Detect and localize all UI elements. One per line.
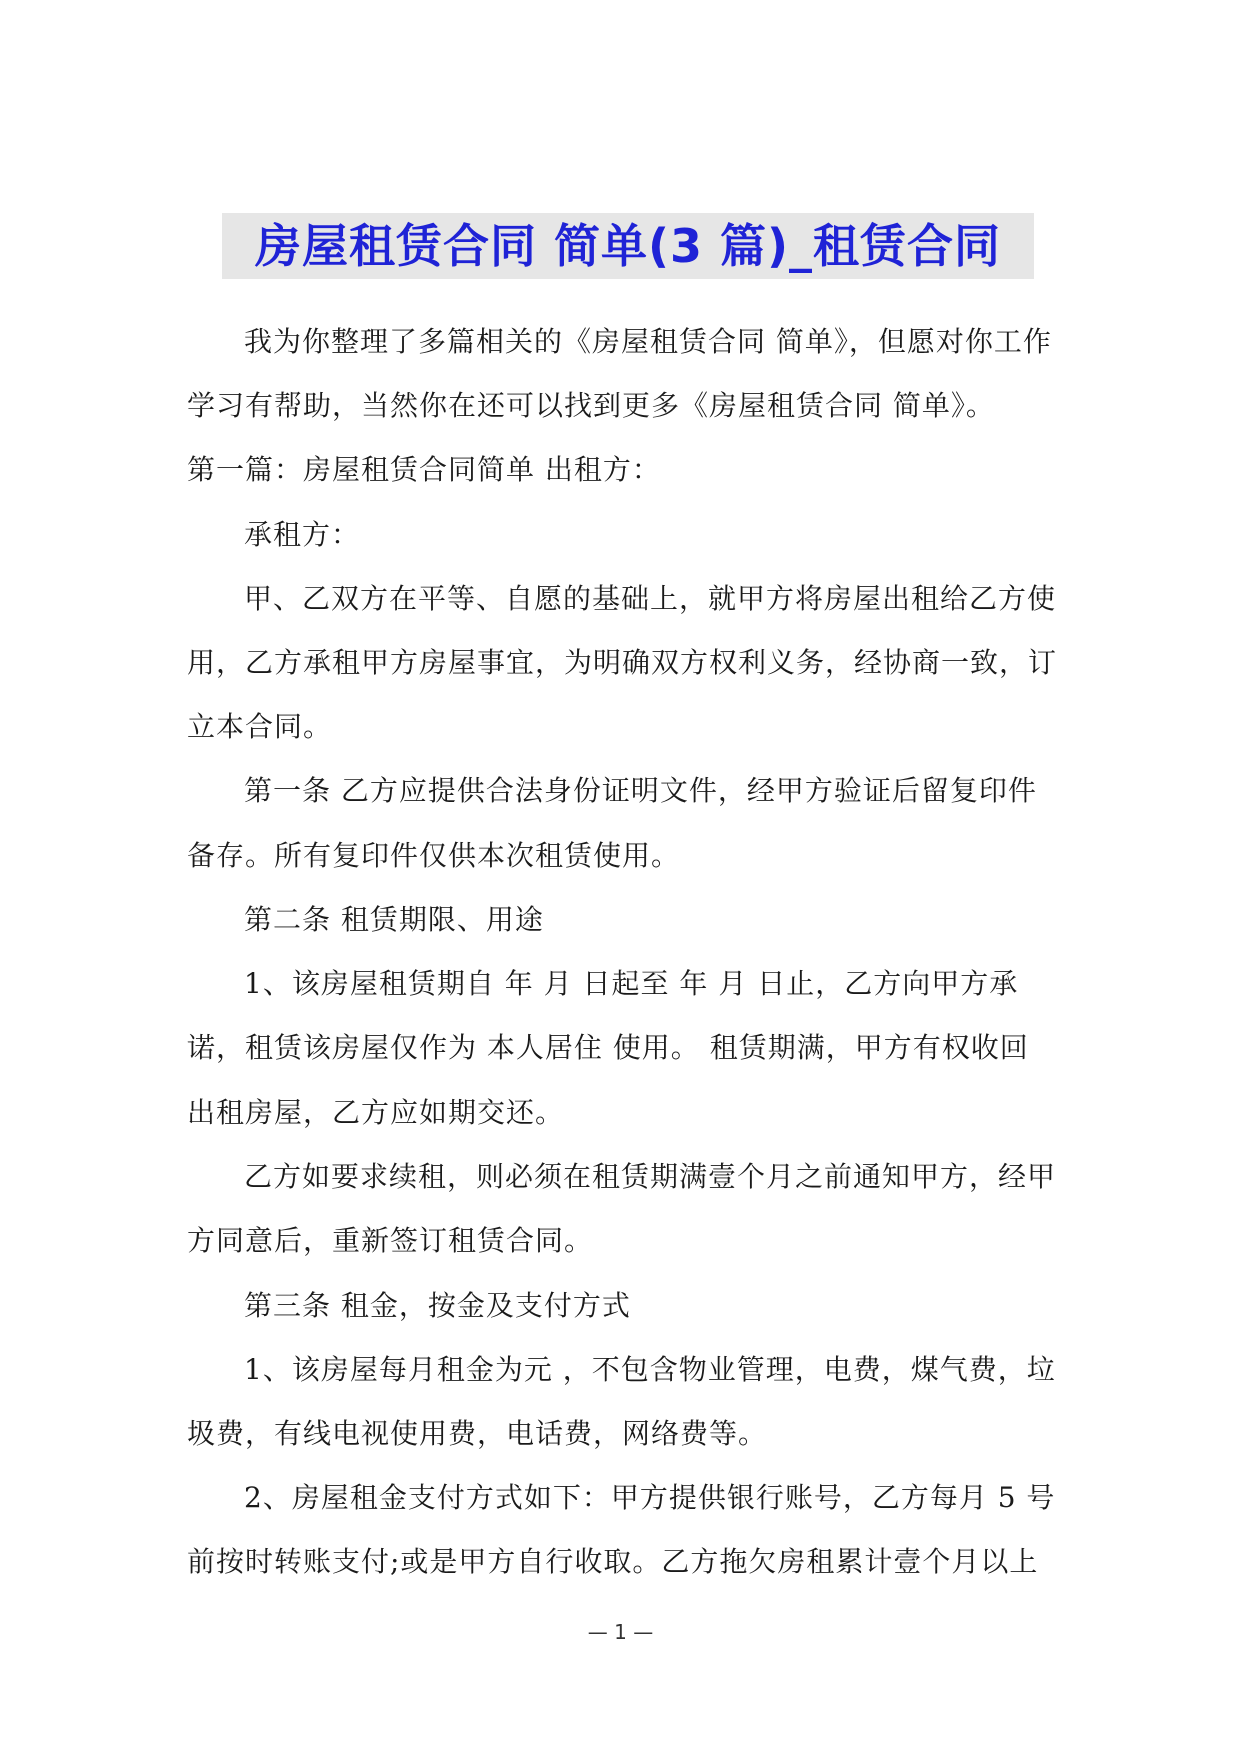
- document-title: 房屋租赁合同 简单(3 篇)_租赁合同: [254, 219, 1002, 273]
- paragraph-line: 方同意后，重新签订租赁合同。: [187, 1224, 594, 1257]
- article-heading: 第二条 租赁期限、用途: [244, 903, 544, 936]
- section-heading: 第一篇：房屋租赁合同简单 出租方：: [187, 453, 661, 486]
- paragraph-line: 甲、乙双方在平等、自愿的基础上，就甲方将房屋出租给乙方使: [244, 582, 1057, 615]
- paragraph-line: 第一条 乙方应提供合法身份证明文件，经甲方验证后留复印件: [244, 774, 1037, 807]
- paragraph-line: 出租房屋，乙方应如期交还。: [187, 1096, 565, 1129]
- paragraph-line: 1、该房屋每月租金为元 ，不包含物业管理，电费，煤气费，垃: [244, 1353, 1056, 1386]
- paragraph-line: 备存。所有复印件仅供本次租赁使用。: [187, 839, 681, 872]
- article-heading: 第三条 租金，按金及支付方式: [244, 1289, 631, 1322]
- paragraph-line: 用，乙方承租甲方房屋事宜，为明确双方权利义务，经协商一致，订: [187, 646, 1058, 679]
- page-number: — 1 —: [587, 1620, 654, 1644]
- paragraph-line: 承租方：: [244, 518, 361, 551]
- paragraph-line: 1、该房屋租赁期自 年 月 日起至 年 月 日止，乙方向甲方承: [244, 967, 1019, 1000]
- paragraph-line: 诺，租赁该房屋仅作为 本人居住 使用。 租赁期满，甲方有权收回: [187, 1031, 1029, 1064]
- paragraph-line: 圾费，有线电视使用费，电话费，网络费等。: [187, 1417, 768, 1450]
- paragraph-line: 立本合同。: [187, 710, 333, 743]
- paragraph-line: 学习有帮助，当然你在还可以找到更多《房屋租赁合同 简单》。: [187, 389, 995, 422]
- paragraph-line: 我为你整理了多篇相关的《房屋租赁合同 简单》，但愿对你工作: [244, 325, 1052, 358]
- paragraph-line: 乙方如要求续租，则必须在租赁期满壹个月之前通知甲方，经甲: [244, 1160, 1057, 1193]
- paragraph-line: 前按时转账支付;或是甲方自行收取。乙方拖欠房租累计壹个月以上: [187, 1545, 1039, 1578]
- paragraph-line: 2、房屋租金支付方式如下：甲方提供银行账号，乙方每月 5 号: [244, 1481, 1056, 1514]
